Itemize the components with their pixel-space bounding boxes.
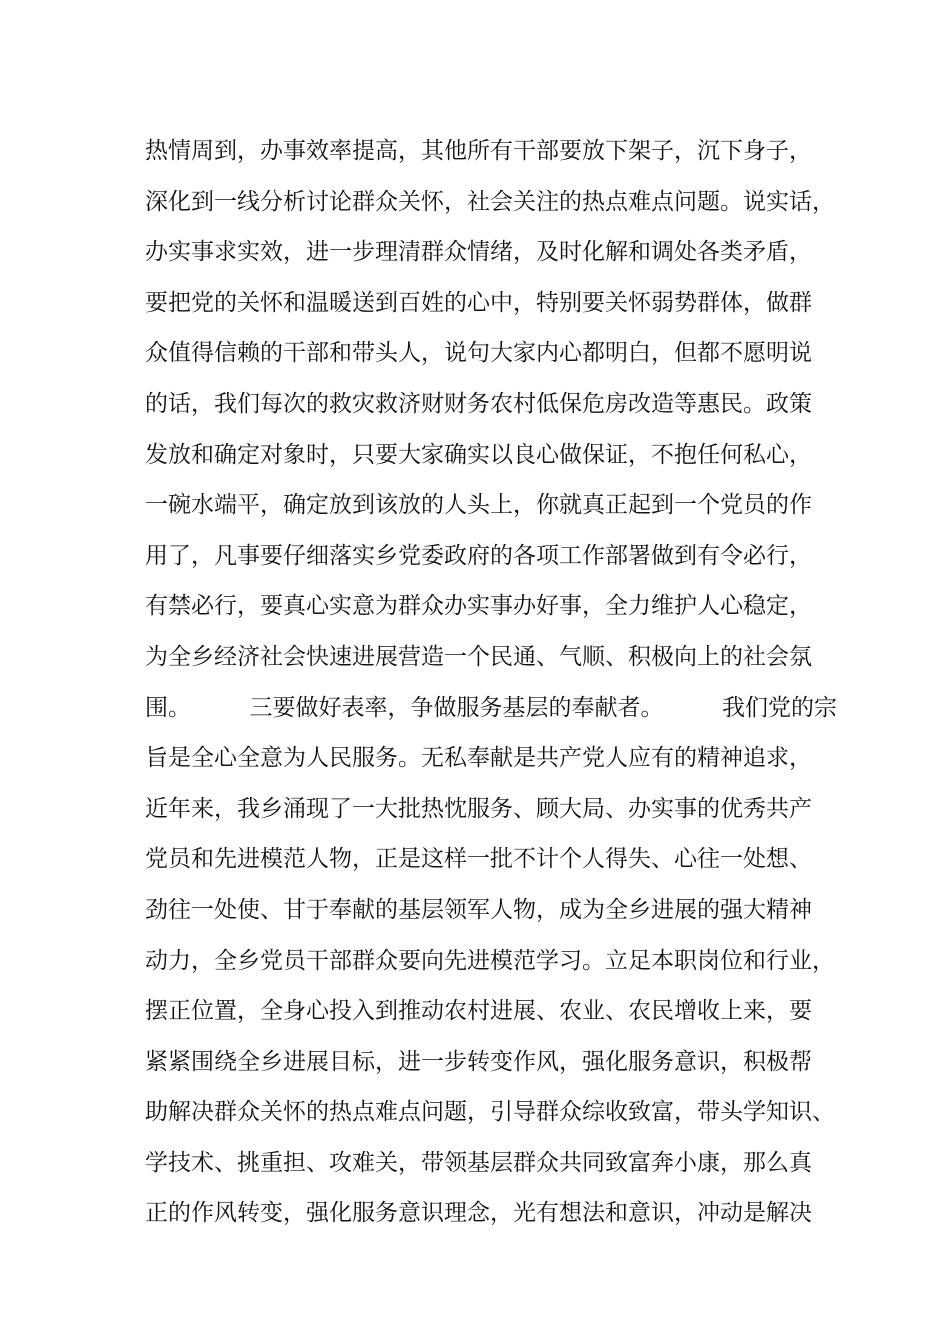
text-line: 要把党的关怀和温暖送到百姓的心中，特别要关怀弱势群体，做群: [145, 289, 812, 316]
text-line: 为全乡经济社会快速进展营造一个民通、气顺、积极向上的社会氛: [145, 643, 812, 670]
text-line: 摆正位置，全身心投入到推动农村进展、农业、农民增收上来，要: [145, 998, 812, 1025]
text-line: 党员和先进模范人物，正是这样一批不计个人得失、心往一处想、: [145, 846, 812, 873]
text-line: 热情周到，办事效率提高，其他所有干部要放下架子，沉下身子，: [145, 138, 812, 164]
text-line: 动力，全乡党员干部群众要向先进模范学习。立足本职岗位和行业，: [145, 947, 835, 974]
text-line: 一碗水端平，确定放到该放的人头上，你就真正起到一个党员的作: [145, 492, 812, 519]
text-line: 紧紧围绕全乡进展目标，进一步转变作风，强化服务意识，积极帮: [145, 1048, 812, 1075]
text-line: 用了，凡事要仔细落实乡党委政府的各项工作部署做到有令必行，: [145, 542, 812, 569]
body-text: [145, 126, 835, 1239]
text-line: 近年来，我乡涌现了一大批热忱服务、顾大局、办实事的优秀共产: [145, 795, 812, 822]
text-line: 正的作风转变，强化服务意识理念，光有想法和意识，冲动是解决: [145, 1200, 812, 1227]
text-line: 旨是全心全意为人民服务。无私奉献是共产党人应有的精神追求，: [145, 745, 812, 772]
text-line: 劲往一处使、甘于奉献的基层领军人物，成为全乡进展的强大精神: [145, 896, 812, 923]
text-line: 发放和确定对象时，只要大家确实以良心做保证，不抱任何私心，: [145, 441, 812, 468]
text-line: 助解决群众关怀的热点难点问题，引导群众综收致富，带头学知识、: [145, 1099, 835, 1126]
text-line: 有禁必行，要真心实意为群众办实事办好事，全力维护人心稳定，: [145, 593, 812, 620]
text-line: 办实事求实效，进一步理清群众情绪，及时化解和调处各类矛盾，: [145, 239, 812, 266]
text-line: 众值得信赖的干部和带头人，说句大家内心都明白，但都不愿明说: [145, 340, 812, 367]
text-line: 学技术、挑重担、攻难关，带领基层群众共同致富奔小康，那么真: [145, 1149, 812, 1176]
text-line: 围。 三要做好表率，争做服务基层的奉献者。 我们党的宗: [145, 694, 837, 721]
text-line: 的话，我们每次的救灾救济财财务农村低保危房改造等惠民。政策: [145, 390, 812, 417]
text-line: 深化到一线分析讨论群众关怀，社会关注的热点难点问题。说实话，: [145, 188, 835, 215]
